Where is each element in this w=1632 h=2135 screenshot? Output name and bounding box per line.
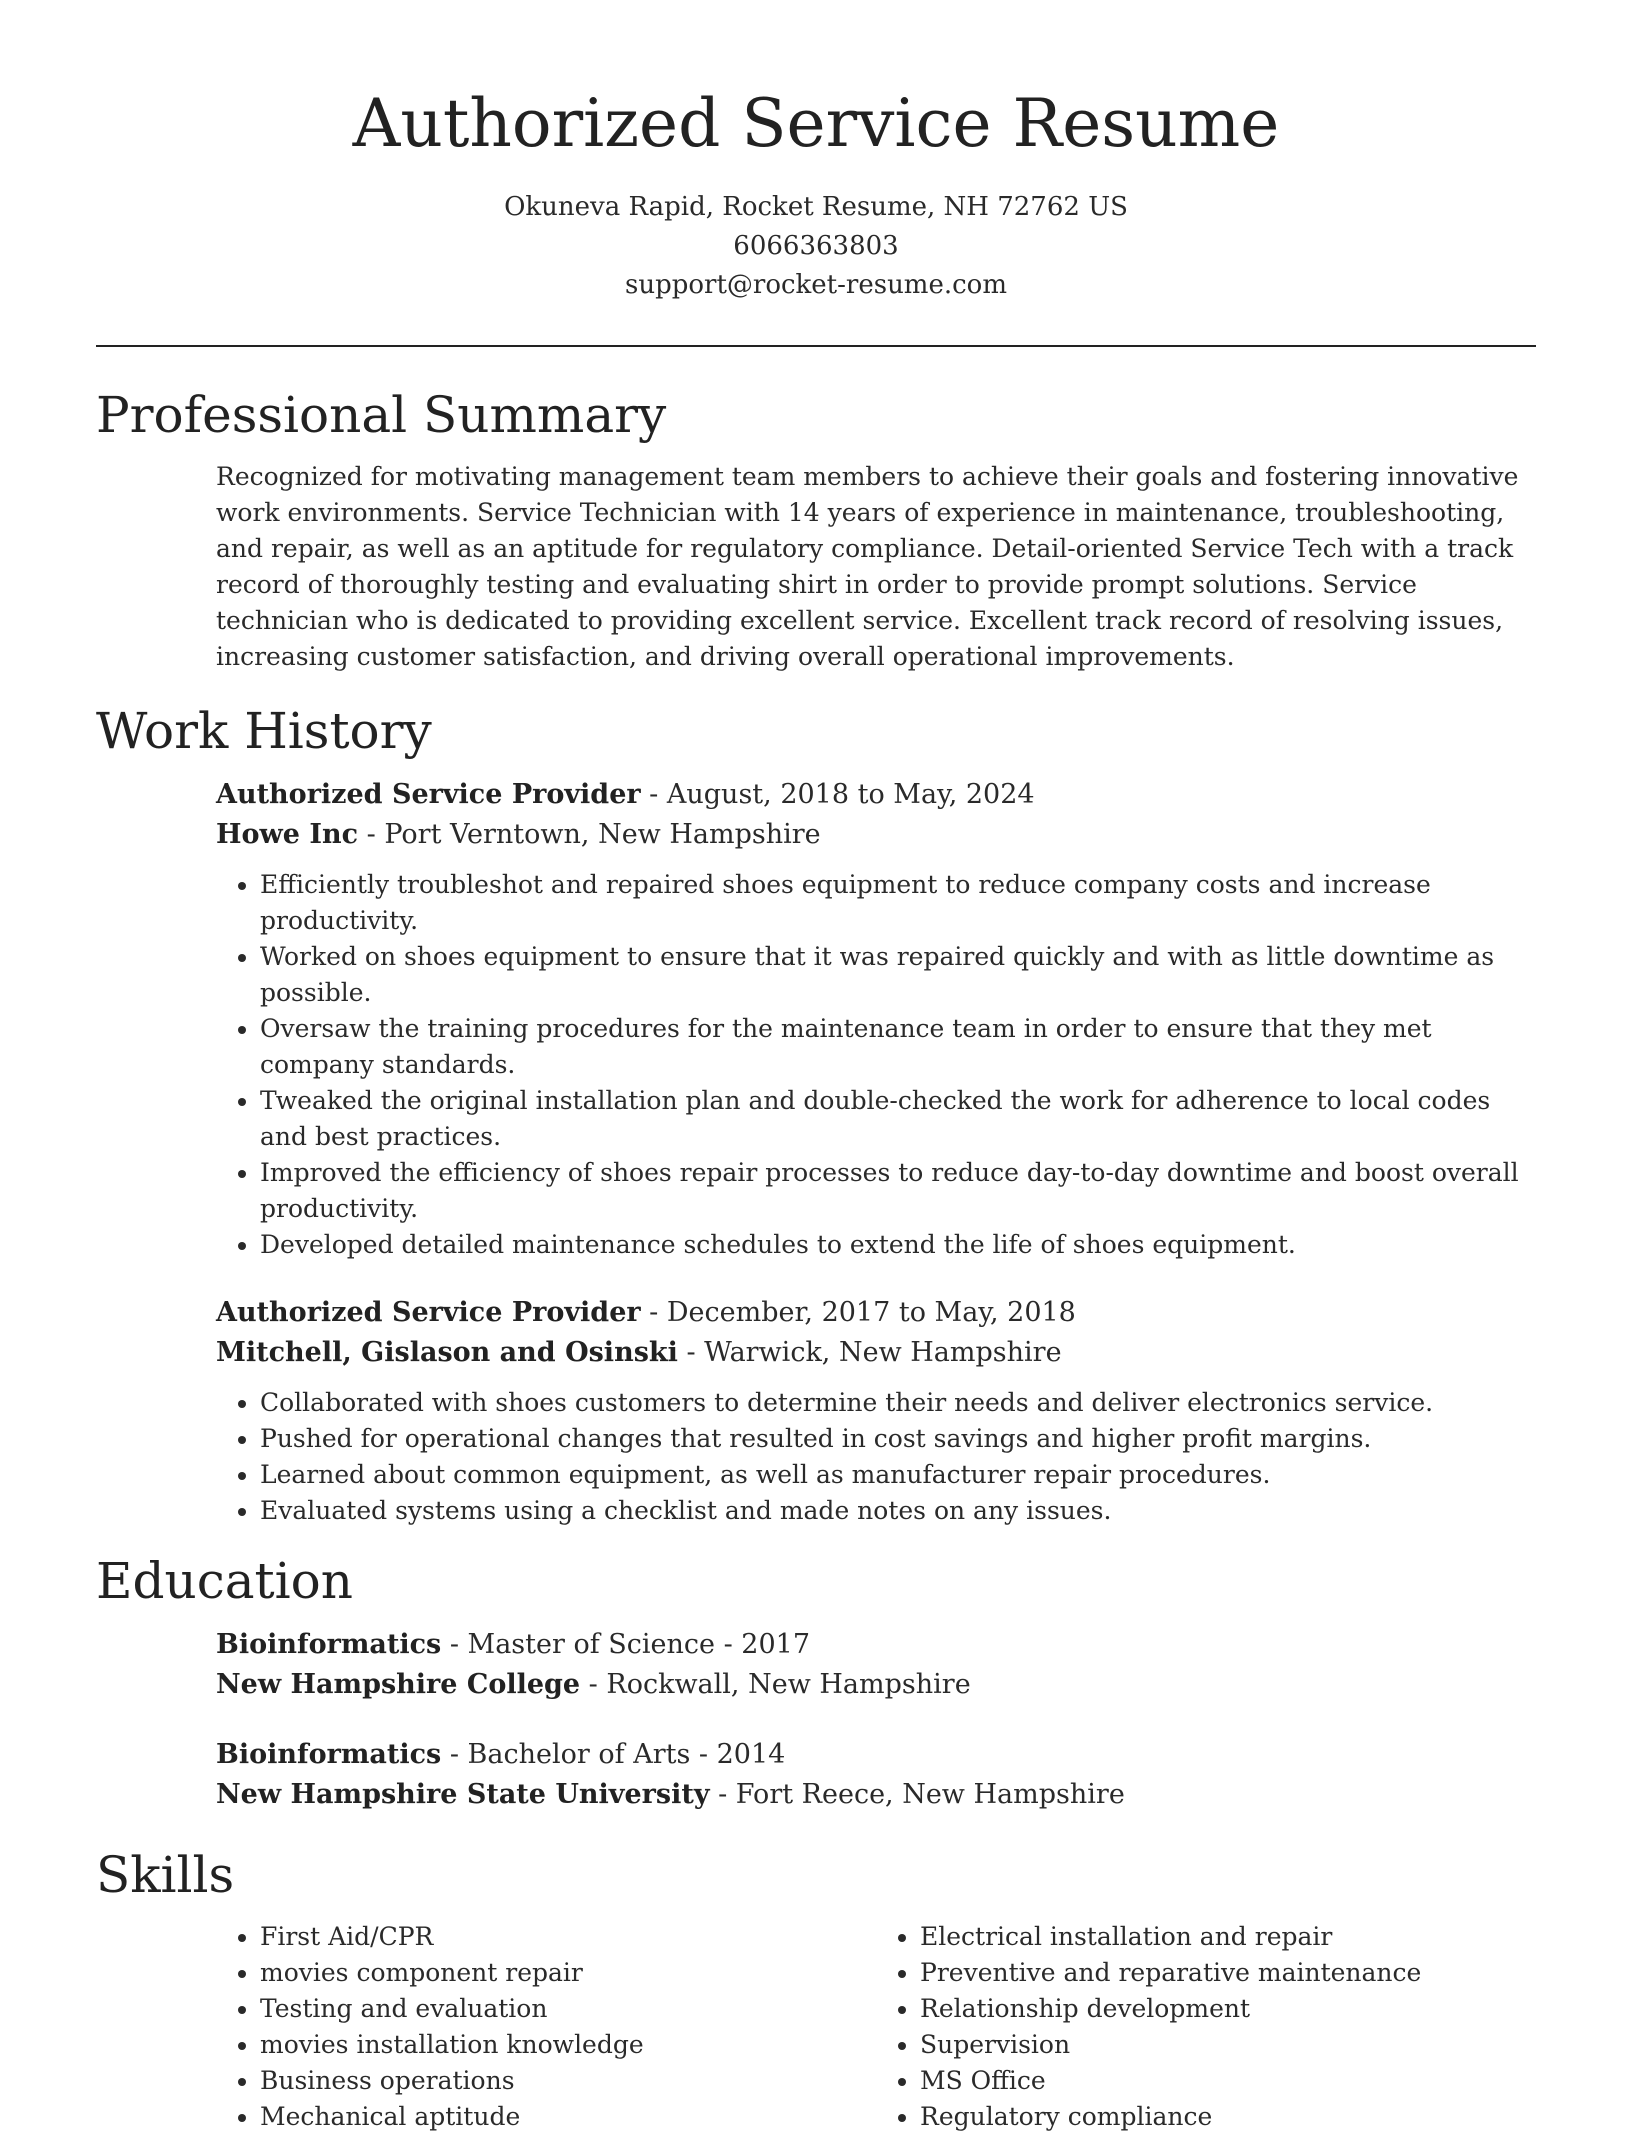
job-company-line	[216, 1333, 1536, 1373]
skill-item: • movies installation knowledge	[260, 2027, 876, 2063]
skill-item: • Regulatory compliance	[920, 2099, 1536, 2135]
degree-field: Bioinformatics	[216, 1738, 442, 1770]
degree-line	[216, 1625, 1536, 1665]
work-history-heading: Work History	[96, 701, 432, 760]
skill-item: • Mechanical aptitude	[260, 2099, 876, 2135]
contact-address: Okuneva Rapid, Rocket Resume, NH 72762 US	[504, 191, 1128, 222]
job-title-line	[216, 1293, 1536, 1333]
education-entry	[216, 1735, 1536, 1815]
skill-item: • Testing and evaluation	[260, 1991, 876, 2027]
job-title-line	[216, 775, 1536, 815]
job-bullet: • Collaborated with shoes customers to determine their needs and deliver electronics service.	[260, 1385, 1536, 1421]
school-location: - Rockwall, New Hampshire	[580, 1668, 971, 1700]
school-location: - Fort Reece, New Hampshire	[709, 1778, 1125, 1810]
job-bullet: • Tweaked the original installation plan and double-checked the work for adherence to local codes and best practices.	[260, 1083, 1536, 1155]
job-company-line	[216, 815, 1536, 855]
skill-item: • Business operations	[260, 2063, 876, 2099]
skills-grid	[216, 1919, 1536, 2135]
job-bullet: • Improved the efficiency of shoes repair processes to reduce day-to-day downtime and boost overall productivity.	[260, 1155, 1536, 1227]
degree-field: Bioinformatics	[216, 1628, 442, 1660]
degree-line	[216, 1735, 1536, 1775]
job-location: - Port Verntown, New Hampshire	[358, 818, 821, 850]
skills-heading: Skills	[96, 1845, 235, 1904]
work-history-section	[96, 701, 1536, 1529]
degree-type: - Master of Science - 2017	[441, 1628, 811, 1660]
job-bullets	[216, 1385, 1536, 1529]
skills-section	[96, 1845, 1536, 2135]
education-heading: Education	[96, 1551, 353, 1610]
job-entry	[216, 1293, 1536, 1529]
job-bullet: • Learned about common equipment, as well as manufacturer repair procedures.	[260, 1457, 1536, 1493]
skills-column-right	[876, 1919, 1536, 2135]
skill-item: • movies component repair	[260, 1955, 876, 1991]
resume-title: Authorized Service Resume	[352, 85, 1280, 162]
job-position: Authorized Service Provider	[216, 778, 641, 810]
school-line	[216, 1775, 1536, 1815]
skill-item: • Electrical installation and repair	[920, 1919, 1536, 1955]
job-bullet: • Evaluated systems using a checklist and made notes on any issues.	[260, 1493, 1536, 1529]
job-location: - Warwick, New Hampshire	[677, 1336, 1062, 1368]
school-name: New Hampshire College	[216, 1668, 581, 1700]
degree-type: - Bachelor of Arts - 2014	[441, 1738, 786, 1770]
school-name: New Hampshire State University	[216, 1778, 710, 1810]
job-bullet: • Pushed for operational changes that resulted in cost savings and higher profit margins.	[260, 1421, 1536, 1457]
job-bullet: • Oversaw the training procedures for the maintenance team in order to ensure that they met company standards.	[260, 1011, 1536, 1083]
summary-heading: Professional Summary	[96, 385, 667, 444]
job-bullet: • Efficiently troubleshot and repaired shoes equipment to reduce company costs and increase productivity.	[260, 867, 1536, 939]
skill-item: • Relationship development	[920, 1991, 1536, 2027]
job-bullet: • Worked on shoes equipment to ensure that it was repaired quickly and with as little downtime as possible.	[260, 939, 1536, 1011]
skills-column-left	[216, 1919, 876, 2135]
job-position: Authorized Service Provider	[216, 1296, 641, 1328]
school-line	[216, 1665, 1536, 1705]
job-entry	[216, 775, 1536, 1263]
resume-header	[96, 0, 1536, 305]
education-entry	[216, 1625, 1536, 1705]
skill-item: • MS Office	[920, 2063, 1536, 2099]
job-bullet: • Developed detailed maintenance schedules to extend the life of shoes equipment.	[260, 1227, 1536, 1263]
skill-item: • First Aid/CPR	[260, 1919, 876, 1955]
job-company: Howe Inc	[216, 818, 359, 850]
job-dates: - August, 2018 to May, 2024	[640, 778, 1035, 810]
summary-paragraph: Recognized for motivating management team members to achieve their goals and fostering innovative work environments. Service Technician with 14 years of experience in maintenance, troubleshooting, and repair, as well as an aptitude for regulatory compliance. Detail-oriented Service Tech with a track record of thoroughly testing and evaluating shirt in order to provide prompt solutions. Service technician who is dedicated to providing excellent service. Excellent track record of resolving issues, increasing customer satisfaction, and driving overall operational improvements.	[216, 461, 1519, 671]
education-section	[96, 1551, 1536, 1815]
contact-email: support@rocket-resume.com	[624, 269, 1007, 300]
job-bullets	[216, 867, 1536, 1263]
job-dates: - December, 2017 to May, 2018	[640, 1296, 1076, 1328]
header-divider	[96, 345, 1536, 347]
skill-item: • Preventive and reparative maintenance	[920, 1955, 1536, 1991]
skill-item: • Supervision	[920, 2027, 1536, 2063]
summary-section	[96, 385, 1536, 675]
contact-phone: 6066363803	[733, 230, 899, 261]
job-company: Mitchell, Gislason and Osinski	[216, 1336, 678, 1368]
